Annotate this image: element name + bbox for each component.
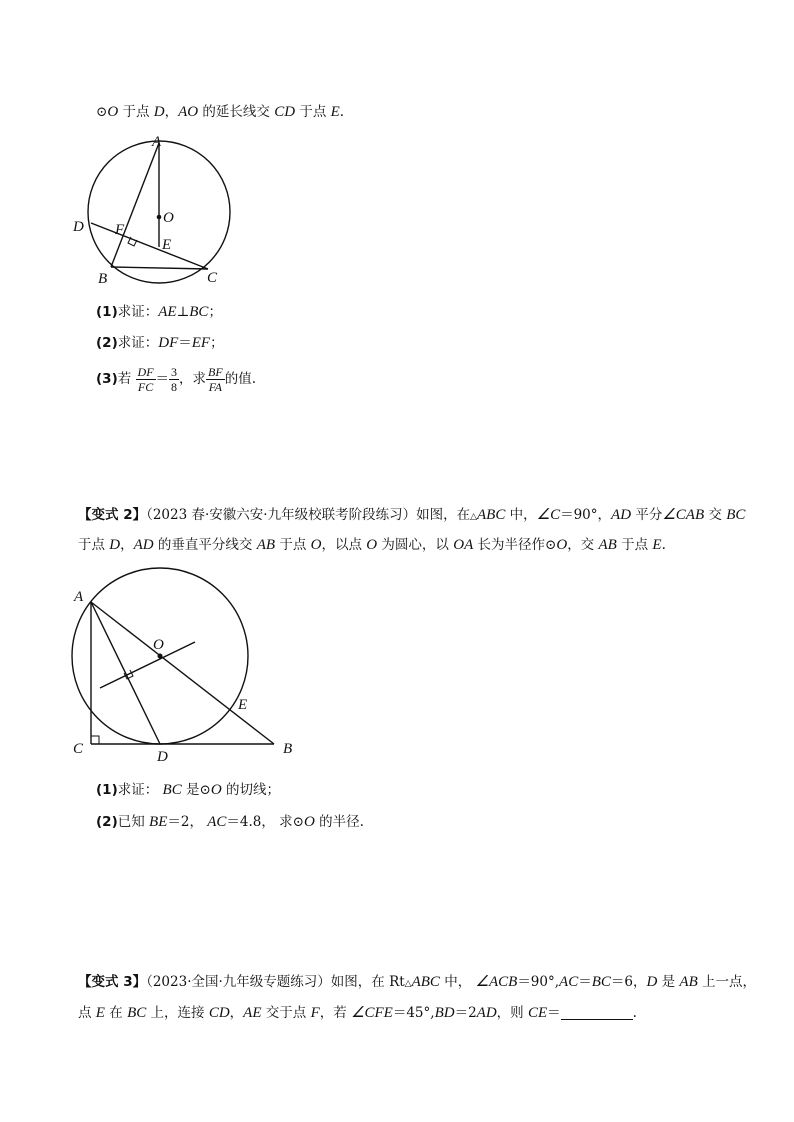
q1-part-3: (3)若 $\frac{DF}{FC}$ ＝ $\frac{3}{8}$ ，求 $\frac{BF}{FA}$ 的值. xyxy=(96,365,256,394)
intro-line: ⊙O 于点 D，AO 的延长线交 CD 于点 E. xyxy=(96,104,345,120)
variant-2-part-2: (2)已知 BE＝2， AC＝4.8， 求⊙O 的半径. xyxy=(96,814,364,830)
fig1-label-C: C xyxy=(207,270,218,286)
variant-2-tag: 【变式 2】 xyxy=(78,507,147,523)
circle-symbol: ⊙ xyxy=(96,104,108,120)
fig2-line-AD xyxy=(91,602,160,744)
fig2-right-angle-mark-C xyxy=(91,736,99,744)
variant-3-line-2: 点 E 在 BC 上，连接 CD，AE 交于点 F，若 ∠CFE＝45°,BD＝2AD，则 CE＝ . xyxy=(78,1005,637,1021)
fig2-label-E: E xyxy=(238,697,248,713)
fig1-center-point xyxy=(157,215,162,220)
fig1-label-B: B xyxy=(98,271,108,287)
fig2-label-A: A xyxy=(74,589,84,605)
fig2-label-B: B xyxy=(283,741,293,757)
fraction-3-8: $\frac{3}{8}$ xyxy=(171,365,178,394)
q1-part-1: (1)求证：AE⊥BC； xyxy=(96,304,222,320)
fig2-center-point xyxy=(158,654,163,659)
variant-2-line-2: 于点 D，AD 的垂直平分线交 AB 于点 O，以点 O 为圆心，以 OA 长为半径作⊙O，交 AB 于点 E. xyxy=(78,537,666,553)
variant-3-tag: 【变式 3】 xyxy=(78,974,147,990)
fraction-bf-fa: $\frac{BF}{FA}$ xyxy=(208,365,223,394)
fig1-line-BC xyxy=(111,267,208,269)
variant-2-part-1: (1)求证： BC 是⊙O 的切线； xyxy=(96,782,280,798)
fig2-label-O: O xyxy=(153,637,164,653)
fig1-line-AB xyxy=(111,143,159,267)
q1-part-2: (2)求证：DF＝EF； xyxy=(96,335,224,351)
fig1-label-A: A xyxy=(152,134,162,150)
answer-blank[interactable] xyxy=(561,1005,633,1020)
fig1-label-D: D xyxy=(73,219,84,235)
fig1-label-O: O xyxy=(163,210,174,226)
fig2-label-C: C xyxy=(73,741,84,757)
fig2-label-D: D xyxy=(157,749,168,765)
fig1-label-F: F xyxy=(115,222,125,238)
variant-2-line-1: 【变式 2】（2023 春·安徽六安·九年级校联考阶段练习）如图，在△ABC 中，∠C＝90°，AD 平分∠CAB 交 BC xyxy=(78,507,746,523)
fig1-label-E: E xyxy=(162,237,172,253)
fraction-df-fc: $\frac{DF}{FC}$ xyxy=(137,365,154,394)
variant-3-line-1: 【变式 3】（2023·全国·九年级专题练习）如图，在 Rt△ABC 中， ∠ACB＝90°,AC＝BC＝6，D 是 AB 上一点， xyxy=(78,974,757,990)
